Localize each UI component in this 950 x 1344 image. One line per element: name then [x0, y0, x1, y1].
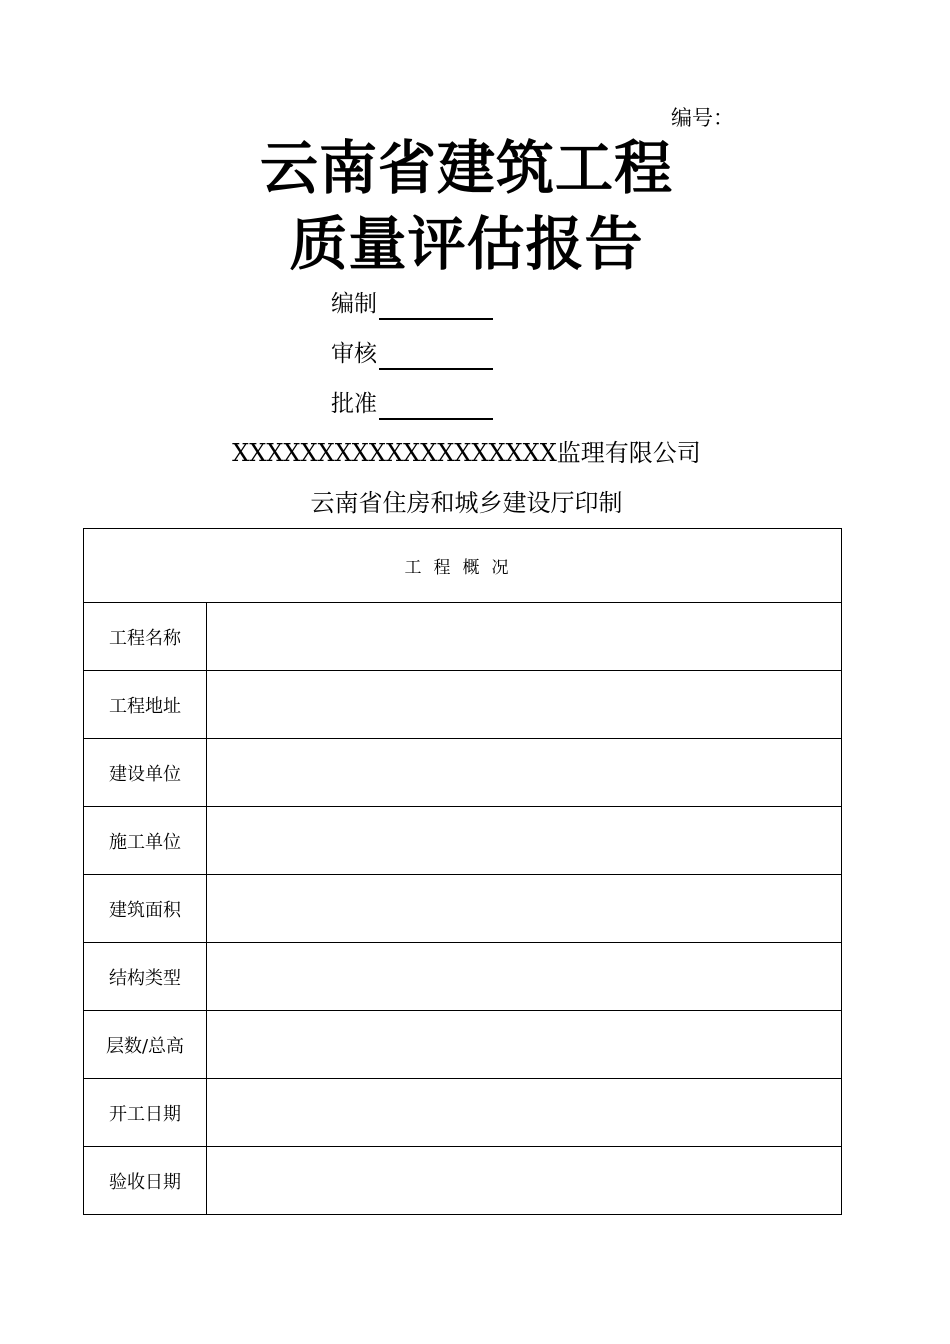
table-row [84, 1147, 842, 1215]
signature-row-reviewed [331, 338, 493, 370]
printer-authority: 云南省住房和城乡建设厅印制 [310, 489, 623, 517]
report-title-line-2: 质量评估报告 [289, 210, 644, 278]
row-label: 工程地址 [84, 671, 207, 739]
supervising-company-name: XXXXXXXXXXXXXXXXXXX监理有限公司 [232, 439, 701, 467]
row-label: 结构类型 [84, 943, 207, 1011]
signature-label: 审核 [331, 341, 377, 367]
row-label: 建设单位 [84, 739, 207, 807]
row-label: 工程名称 [84, 603, 207, 671]
row-value-field[interactable] [207, 1147, 842, 1215]
table-heading: 工程概况 [84, 529, 842, 603]
signature-label: 批准 [331, 391, 377, 417]
row-label: 开工日期 [84, 1079, 207, 1147]
signature-blank-line[interactable] [379, 292, 493, 320]
table-row [84, 1079, 842, 1147]
row-value-field[interactable] [207, 807, 842, 875]
project-overview-table [83, 528, 842, 1215]
row-value-field[interactable] [207, 875, 842, 943]
row-value-field[interactable] [207, 603, 842, 671]
row-label: 层数/总高 [84, 1011, 207, 1079]
table-row [84, 739, 842, 807]
row-value-field[interactable] [207, 671, 842, 739]
table-row [84, 807, 842, 875]
row-value-field[interactable] [207, 943, 842, 1011]
row-label: 验收日期 [84, 1147, 207, 1215]
row-label: 施工单位 [84, 807, 207, 875]
document-number-label: 编号： [671, 106, 734, 130]
table-heading-row [84, 529, 842, 603]
table-row [84, 603, 842, 671]
signature-row-compiled [331, 288, 493, 320]
signature-row-approved [331, 388, 493, 420]
row-value-field[interactable] [207, 1079, 842, 1147]
signature-blank-line[interactable] [379, 392, 493, 420]
signature-blank-line[interactable] [379, 342, 493, 370]
table-row [84, 671, 842, 739]
row-label: 建筑面积 [84, 875, 207, 943]
table-row [84, 875, 842, 943]
signature-label: 编制 [331, 291, 377, 317]
table-row [84, 943, 842, 1011]
row-value-field[interactable] [207, 739, 842, 807]
row-value-field[interactable] [207, 1011, 842, 1079]
report-title-line-1: 云南省建筑工程 [259, 134, 673, 202]
table-row [84, 1011, 842, 1079]
